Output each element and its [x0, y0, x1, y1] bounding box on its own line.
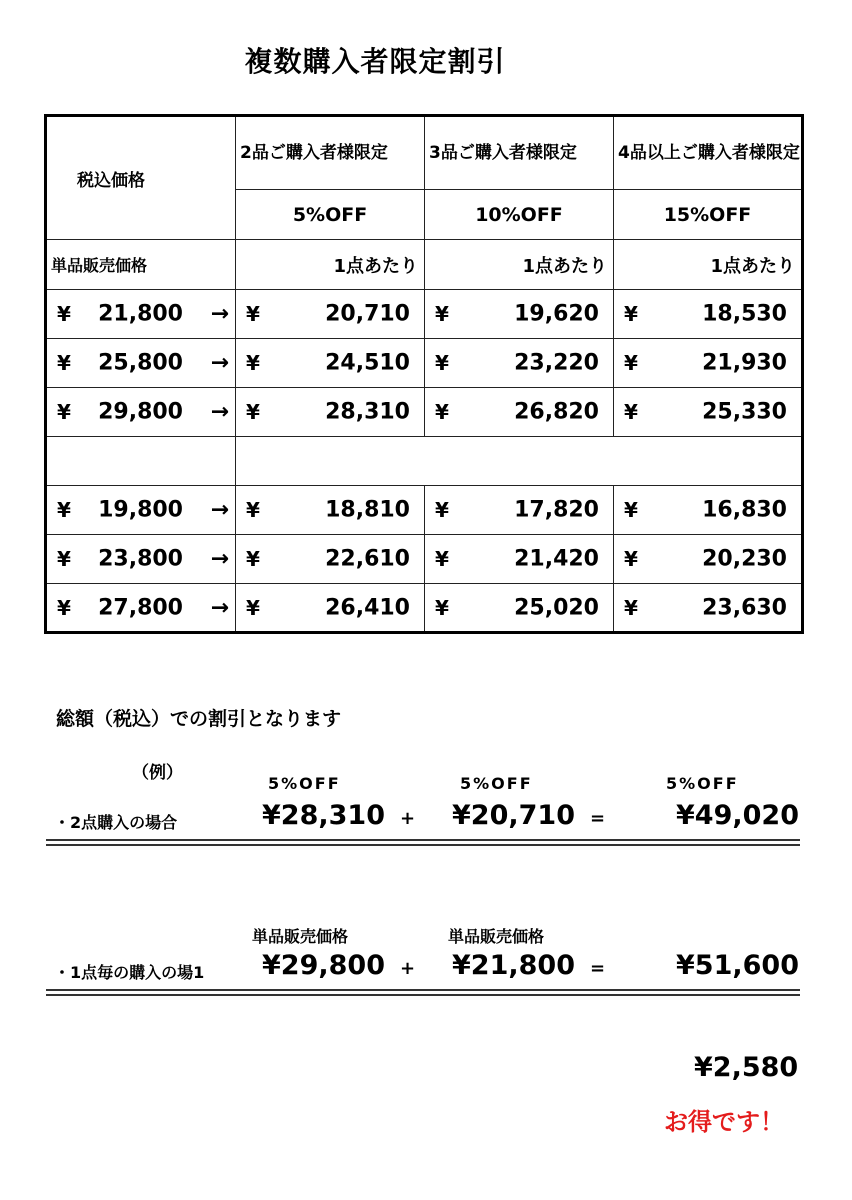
yen-sign: ¥: [624, 351, 638, 375]
single-price-label: 単品販売価格: [252, 927, 349, 946]
divider: [46, 989, 800, 996]
yen-sign: ¥: [57, 302, 71, 326]
price-3items: 23,220: [514, 350, 599, 376]
off-label: 5%OFF: [460, 774, 533, 793]
yen-sign: ¥: [624, 547, 638, 571]
base-price: 23,800: [98, 546, 183, 572]
yen-sign: ¥: [57, 595, 71, 620]
example-label: （例）: [132, 763, 183, 783]
arrow-icon: →: [210, 497, 229, 523]
off-label: 5%OFF: [268, 774, 341, 793]
price-3items: 26,820: [514, 399, 599, 425]
base-price: 29,800: [98, 399, 183, 425]
price-4items: 18,530: [702, 301, 787, 327]
yen-sign: ¥: [246, 547, 260, 571]
price-2items: 24,510: [325, 350, 410, 376]
table-row: [46, 584, 803, 633]
table-row: [46, 486, 803, 535]
yen-sign: ¥: [435, 547, 449, 571]
price-2items: 18,810: [325, 497, 410, 523]
off-10: 10%OFF: [425, 190, 614, 240]
page-title: 複数購入者限定割引: [244, 45, 506, 78]
price-4items: 25,330: [702, 399, 787, 425]
plus-sign: +: [400, 808, 416, 829]
price-4items: 16,830: [702, 497, 787, 523]
total-note: 総額（税込）での割引となります: [56, 708, 342, 730]
off-15: 15%OFF: [614, 190, 803, 240]
off-label: 5%OFF: [666, 774, 739, 793]
yen-sign: ¥: [624, 498, 638, 522]
tax-label: 税込価格: [46, 116, 236, 240]
yen-sign: ¥: [624, 400, 638, 424]
base-price: 27,800: [98, 595, 183, 620]
yen-sign: ¥: [246, 302, 260, 326]
header-3items: 3品ご購入者様限定: [425, 116, 614, 190]
yen-sign: ¥: [246, 351, 260, 375]
price-2items: 20,710: [325, 301, 410, 327]
two-price-b: ¥20,710: [452, 800, 575, 831]
plus-sign: +: [400, 958, 416, 979]
divider: [46, 839, 800, 846]
yen-sign: ¥: [246, 595, 260, 620]
yen-sign: ¥: [246, 400, 260, 424]
spacer-row: [46, 437, 803, 486]
per-item-label: 1点あたり: [236, 240, 425, 290]
price-4items: 20,230: [702, 546, 787, 572]
one-total: ¥51,600: [676, 950, 799, 981]
base-price: 25,800: [98, 350, 183, 376]
single-price-label: 単品販売価格: [448, 927, 545, 946]
yen-sign: ¥: [435, 498, 449, 522]
two-item-label: ・2点購入の場合: [54, 813, 178, 832]
single-price-label: 単品販売価格: [46, 240, 236, 290]
table-row: [46, 290, 803, 339]
yen-sign: ¥: [435, 351, 449, 375]
yen-sign: ¥: [57, 498, 71, 522]
one-price-b: ¥21,800: [452, 950, 575, 981]
table-row: [46, 339, 803, 388]
arrow-icon: →: [210, 595, 229, 620]
price-4items: 21,930: [702, 350, 787, 376]
price-4items: 23,630: [702, 595, 787, 620]
equals-sign: =: [590, 958, 606, 979]
base-price: 21,800: [98, 301, 183, 327]
deal-label: お得です！: [664, 1108, 784, 1136]
yen-sign: ¥: [57, 400, 71, 424]
yen-sign: ¥: [435, 595, 449, 620]
yen-sign: ¥: [435, 400, 449, 424]
two-total: ¥49,020: [676, 800, 799, 831]
per-item-label: 1点あたり: [425, 240, 614, 290]
yen-sign: ¥: [435, 302, 449, 326]
price-2items: 26,410: [325, 595, 410, 620]
header-4items: 4品以上ご購入者様限定: [614, 116, 803, 190]
two-price-a: ¥28,310: [262, 800, 385, 831]
equals-sign: =: [590, 808, 606, 829]
yen-sign: ¥: [57, 351, 71, 375]
price-3items: 21,420: [514, 546, 599, 572]
price-2items: 28,310: [325, 399, 410, 425]
table-row: [46, 535, 803, 584]
one-item-label: ・1点毎の購入の場1: [54, 963, 205, 982]
arrow-icon: →: [210, 399, 229, 425]
one-price-a: ¥29,800: [262, 950, 385, 981]
arrow-icon: →: [210, 546, 229, 572]
header-2items: 2品ご購入者様限定: [236, 116, 425, 190]
arrow-icon: →: [210, 350, 229, 376]
yen-sign: ¥: [624, 595, 638, 620]
price-2items: 22,610: [325, 546, 410, 572]
table-row: [46, 388, 803, 437]
per-item-label: 1点あたり: [614, 240, 803, 290]
base-price: 19,800: [98, 497, 183, 523]
off-5: 5%OFF: [236, 190, 425, 240]
yen-sign: ¥: [624, 302, 638, 326]
saving-amount: ¥2,580: [694, 1052, 799, 1083]
discount-table: [44, 114, 804, 634]
price-3items: 25,020: [514, 595, 599, 620]
arrow-icon: →: [210, 301, 229, 327]
yen-sign: ¥: [246, 498, 260, 522]
price-3items: 19,620: [514, 301, 599, 327]
yen-sign: ¥: [57, 547, 71, 571]
price-3items: 17,820: [514, 497, 599, 523]
